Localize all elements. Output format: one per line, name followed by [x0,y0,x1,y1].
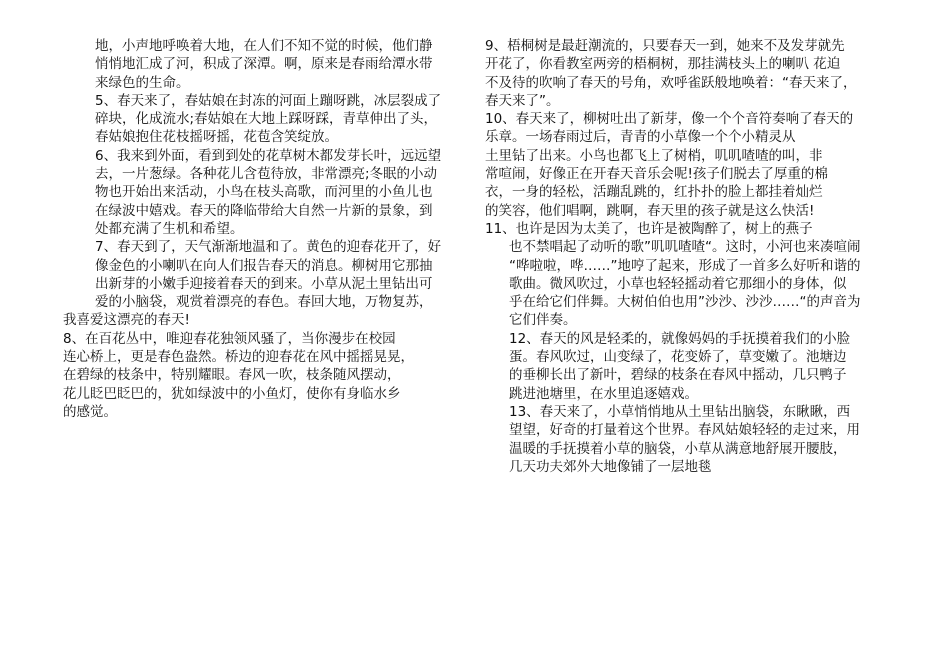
right-text-column [485,37,905,476]
left-column-line: 去，一片葱绿。各种花儿含苞待放，非常漂亮;冬眠的小动 [95,166,438,183]
left-column-line: 爱的小脑袋，观赏着漂亮的春色。春回大地，万物复苏， [95,294,433,311]
left-column-line: 8、在百花丛中，唯迎春花独领风骚了，当你漫步在校园 [63,330,396,347]
right-column-line: 望望，好奇的打量着这个世界。春风姑娘轻轻的走过来，用 [509,422,860,439]
left-column-line: 5、春天来了，春姑娘在封冻的河面上蹦呀跳，冰层裂成了 [95,92,442,109]
left-column-line: 物也开始出来活动，小鸟在枝头高歌，而河里的小鱼儿也 [95,184,433,201]
right-column-line: 它们伴奏。 [509,312,577,329]
left-column-line: 春姑娘抱住花枝摇呀摇，花苞含笑绽放。 [95,129,338,146]
right-column-line: 的垂柳长出了新叶，碧绿的枝条在春风中摇动，几只鸭子 [509,367,847,384]
left-column-line: 处都充满了生机和希望。 [95,220,244,237]
left-column-line: 在绿波中嬉戏。春天的降临带给大自然一片新的景象，到 [95,202,433,219]
left-column-line: 悄悄地汇成了河，积成了深潭。啊，原来是春雨给潭水带 [95,56,433,73]
right-column-line: 衣，一身的轻松，活蹦乱跳的，红扑扑的脸上都挂着灿烂 [485,184,823,201]
right-column-line: 不及待的吹响了春天的号角，欢呼雀跃般地唤着：“春天来了， [485,74,857,91]
left-column-line: 我喜爱这漂亮的春天! [63,312,190,329]
right-column-line: 的笑容，他们唱啊，跳啊，春天里的孩子就是这么快活! [485,202,815,219]
right-column-line: 9、梧桐树是最赶潮流的，只要春天一到，她来不及发芽就先 [485,38,845,54]
right-column-line: 跳进池塘里，在水里追逐嬉戏。 [509,385,698,402]
right-column-line: 温暖的手抚摸着小草的脑袋，小草从满意地舒展开腰肢， [509,440,847,457]
right-column-line: 土里钻了出来。小鸟也都飞上了树梢，叽叽喳喳的叫，非 [485,147,823,164]
right-column-line: 10、春天来了，柳树吐出了新芽，像一个个音符奏响了春天的 [485,111,854,128]
left-column-line: 出新芽的小嫩手迎接着春天的到来。小草从泥土里钻出可 [95,275,433,292]
right-column-line: 乎在给它们伴舞。大树伯伯也用”沙沙、沙沙……“的声音为 [509,294,861,311]
left-column-line: 像金色的小喇叭在向人们报告春天的消息。柳树用它那抽 [95,257,433,274]
right-column-line: 蛋。春风吹过，山变绿了，花变娇了，草变嫩了。池塘边 [509,349,847,366]
left-column-line: 的感觉。 [63,403,117,420]
left-column-line: 来绿色的生命。 [95,74,190,91]
left-text-column [63,37,468,421]
left-column-line: 6、我来到外面，看到到处的花草树木都发芽长叶，远远望 [95,147,442,164]
left-column-line: 7、春天到了，天气渐渐地温和了。黄色的迎春花开了，好 [95,239,442,256]
right-column-line: 开花了，你看教室两旁的梧桐树，那挂满枝头上的喇叭 花迫 [485,56,841,73]
left-column-line: 地，小声地呼唤着大地，在人们不知不觉的时候，他们静 [95,38,433,54]
right-column-line: 常喧闹，好像正在开春天音乐会呢!孩子们脱去了厚重的棉 [485,166,828,183]
right-column-line: 歌曲。微风吹过，小草也轻轻摇动着它那细小的身体，似 [509,275,847,292]
right-column-line: 12、春天的风是轻柔的，就像妈妈的手抚摸着我们的小脸 [509,330,851,347]
right-column-line: “哗啦啦，哗……”地哼了起来，形成了一首多么好听和谐的 [509,257,861,274]
right-column-line: 11、也许是因为太美了，也许是被陶醉了，树上的燕子 [485,220,813,237]
right-column-line: 乐章。一场春雨过后，青青的小草像一个个小精灵从 [485,129,796,146]
right-column-line: 也不禁唱起了动听的歌”叽叽喳喳“。这时，小河也来凑喧闹 [509,239,861,256]
right-column-line: 春天来了”。 [485,92,560,109]
left-column-line: 在碧绿的枝条中，特别耀眼。春风一吹，枝条随风摆动， [63,367,401,384]
left-column-line: 花儿眨巴眨巴的，犹如绿波中的小鱼灯，使你有身临水乡 [63,385,401,402]
right-column-line: 几天功夫郊外大地像铺了一层地毯 [509,458,712,475]
right-column-line: 13、春天来了，小草悄悄地从土里钻出脑袋，东瞅瞅，西 [509,403,851,420]
left-column-line: 连心桥上，更是春色盎然。桥边的迎春花在风中摇摇晃晃， [63,349,414,366]
left-column-line: 碎块，化成流水;春姑娘在大地上踩呀踩，青草伸出了头， [95,111,438,128]
